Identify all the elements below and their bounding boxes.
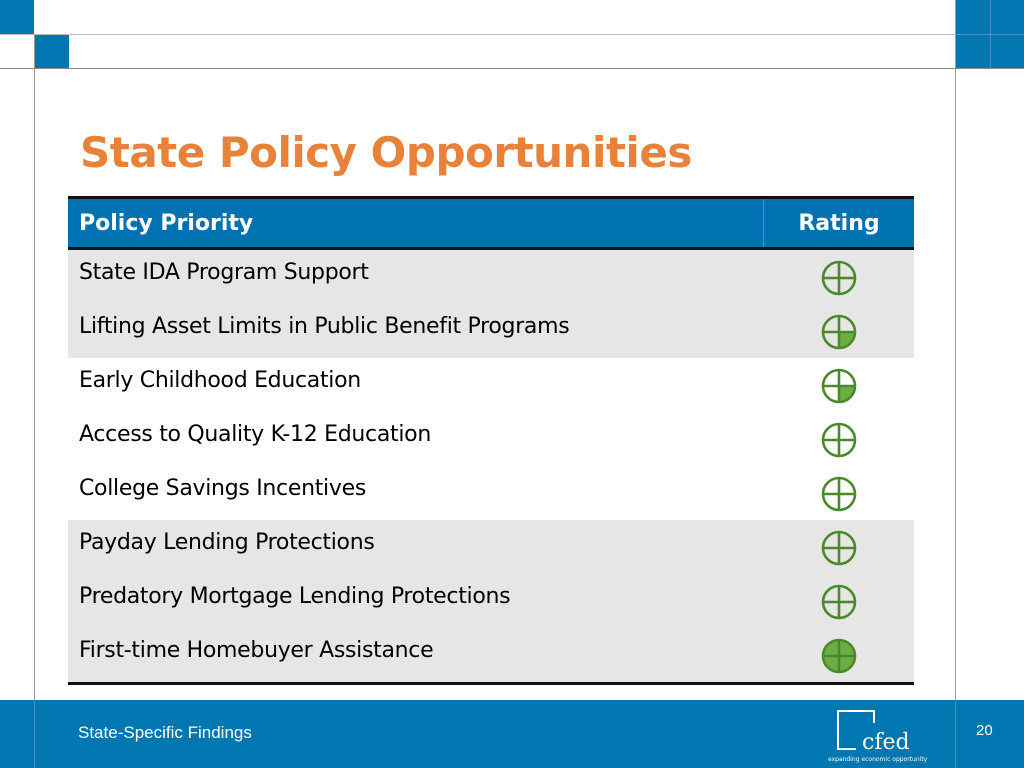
divider-top: [0, 34, 1024, 35]
harvey-ball-icon: [819, 420, 859, 460]
harvey-ball-icon: [819, 474, 859, 514]
corner-grid-line-h: [956, 34, 1024, 35]
page-title: State Policy Opportunities: [80, 128, 692, 178]
harvey-ball-icon: [819, 366, 859, 406]
policy-cell: First-time Homebuyer Assistance: [68, 628, 764, 684]
rating-cell: [764, 628, 915, 684]
frame-right: [955, 0, 956, 768]
rating-cell: [764, 574, 915, 628]
column-header-policy: Policy Priority: [68, 198, 764, 249]
table-row: [68, 412, 914, 466]
rating-cell: [764, 466, 915, 520]
policy-cell: College Savings Incentives: [79, 476, 366, 501]
cfed-logo-icon: [826, 707, 944, 763]
policy-cell: Early Childhood Education: [79, 368, 361, 393]
rating-cell: [764, 412, 915, 466]
rating-cell: [764, 304, 915, 358]
policy-cell: Predatory Mortgage Lending Protections: [79, 584, 511, 609]
table-row: [68, 249, 914, 305]
footer-divider-right: [955, 700, 956, 768]
policy-cell: State IDA Program Support: [79, 260, 369, 285]
policy-table: [68, 196, 914, 685]
rating-cell: [764, 520, 915, 574]
table-row: [68, 574, 914, 628]
slide-number: 20: [976, 722, 993, 739]
footer-section-label: State-Specific Findings: [78, 723, 252, 742]
table-row: [68, 466, 914, 520]
policy-cell: Lifting Asset Limits in Public Benefit Programs: [79, 314, 570, 339]
divider-header: [0, 68, 1024, 69]
harvey-ball-icon: [819, 582, 859, 622]
column-header-rating: Rating: [764, 198, 915, 249]
table-row: [68, 628, 914, 684]
table-row: [68, 304, 914, 358]
harvey-ball-icon: [819, 528, 859, 568]
corner-square-top-left: [0, 0, 34, 34]
frame-left: [34, 34, 35, 768]
policy-cell: Payday Lending Protections: [79, 530, 375, 555]
harvey-ball-icon: [819, 258, 859, 298]
corner-square-top-left-inner: [35, 35, 69, 68]
logo-text: cfed: [862, 730, 910, 755]
policy-cell: Access to Quality K-12 Education: [79, 422, 431, 447]
table-header-row: [68, 198, 914, 249]
table-row: [68, 520, 914, 574]
table-row: [68, 358, 914, 412]
harvey-ball-icon: [819, 312, 859, 352]
rating-cell: [764, 249, 915, 305]
rating-cell: [764, 358, 915, 412]
footer-divider-left: [34, 700, 35, 768]
logo-tagline: expanding economic opportunity: [828, 756, 928, 763]
harvey-ball-icon: [819, 636, 859, 676]
